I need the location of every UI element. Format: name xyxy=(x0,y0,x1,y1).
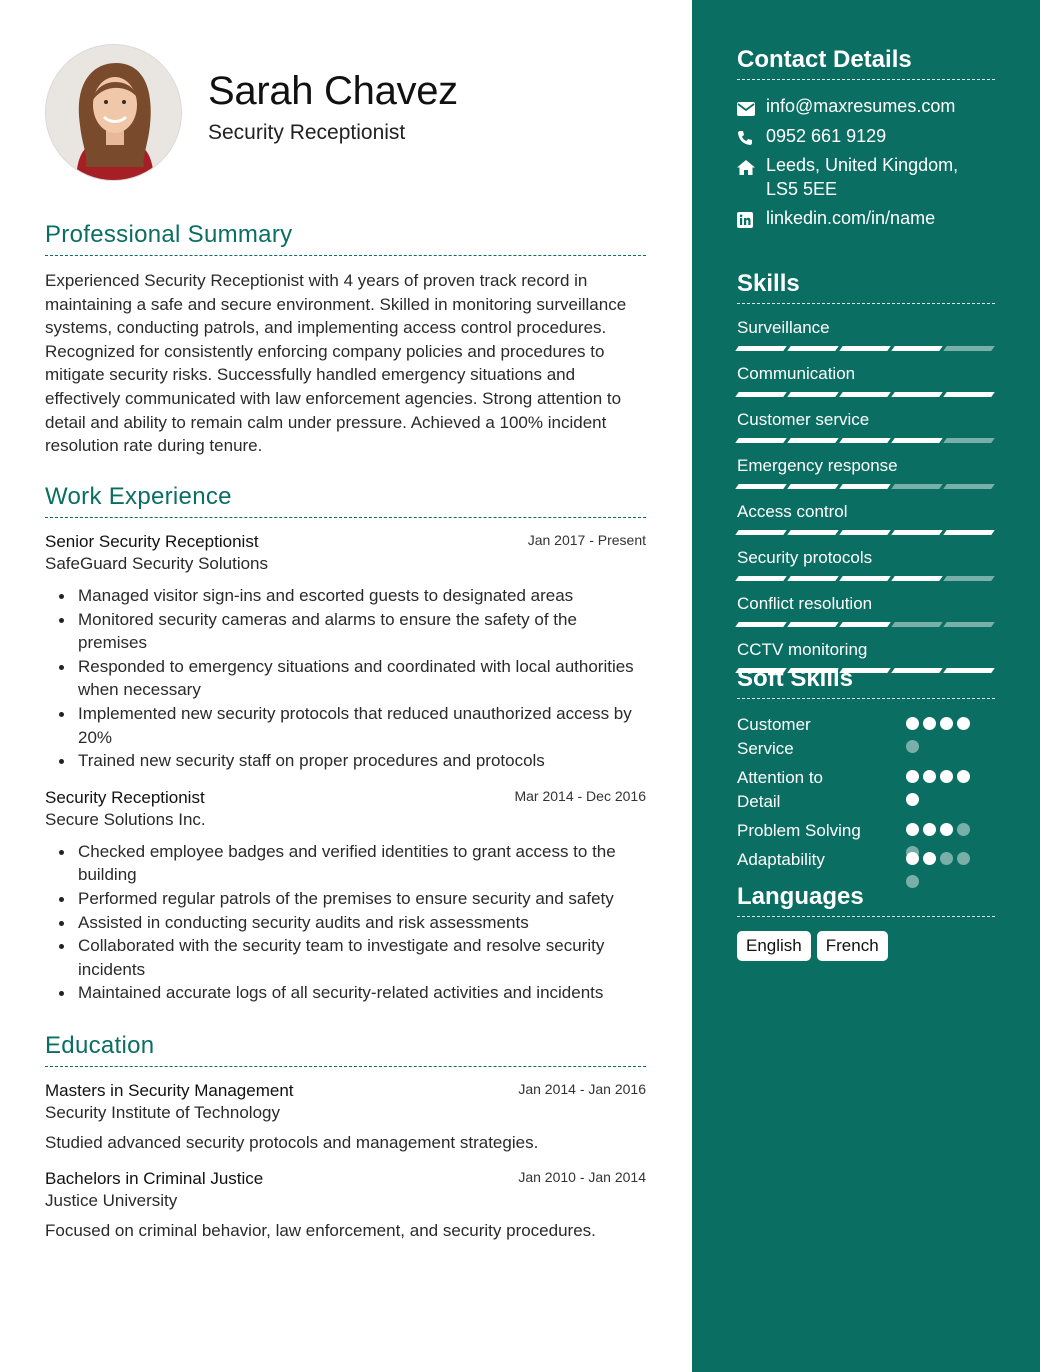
rating-dot xyxy=(906,823,919,836)
list-item: Maintained accurate logs of all security-related activities and incidents xyxy=(45,981,646,1005)
envelope-icon xyxy=(737,99,755,115)
education-entry xyxy=(45,1080,646,1154)
list-item: Monitored security cameras and alarms to ensure the safety of the premises xyxy=(45,608,646,655)
education-description: Focused on criminal behavior, law enforcement, and security procedures. xyxy=(45,1221,596,1240)
skill-rating xyxy=(737,346,995,352)
rating-segment xyxy=(735,392,787,397)
job-date: Mar 2014 - Dec 2016 xyxy=(514,787,646,804)
candidate-title: Security Receptionist xyxy=(208,121,406,144)
resume-header xyxy=(45,44,645,184)
rating-dot xyxy=(940,823,953,836)
rating-dot xyxy=(940,852,953,865)
rating-segment xyxy=(787,484,839,489)
rating-dot xyxy=(957,770,970,783)
soft-skills-heading: Soft Skills xyxy=(737,665,854,692)
rating-dot xyxy=(906,793,919,806)
rating-segment xyxy=(891,392,943,397)
linkedin-icon xyxy=(737,211,755,227)
list-item: Responded to emergency situations and coordinated with local authorities when necessary xyxy=(45,655,646,702)
job-bullets xyxy=(45,584,646,773)
skill-name: Customer service xyxy=(737,410,870,429)
rating-segment xyxy=(839,484,891,489)
skill-item xyxy=(737,501,995,536)
skill-item xyxy=(737,593,995,628)
skill-rating xyxy=(737,438,995,444)
list-item: Implemented new security protocols that reduced unauthorized access by 20% xyxy=(45,702,646,749)
rating-segment xyxy=(943,576,995,581)
list-item: Performed regular patrols of the premises to ensure security and safety xyxy=(45,887,646,911)
rating-segment xyxy=(735,622,787,627)
rating-segment xyxy=(891,622,943,627)
list-item: Trained new security staff on proper procedures and protocols xyxy=(45,749,646,773)
skill-item xyxy=(737,363,995,398)
rating-dot xyxy=(906,740,919,753)
rating-segment xyxy=(735,484,787,489)
rating-segment xyxy=(943,530,995,535)
phone-text: 0952 661 9129 xyxy=(766,125,887,146)
education-section xyxy=(45,1031,646,1242)
skill-name: Communication xyxy=(737,364,856,383)
skill-name: Conflict resolution xyxy=(737,594,873,613)
skill-rating xyxy=(737,622,995,628)
section-divider xyxy=(737,916,995,917)
rating-segment xyxy=(839,346,891,351)
soft-skill-name: Adaptability xyxy=(737,850,825,869)
rating-segment xyxy=(787,622,839,627)
school-name: Justice University xyxy=(45,1191,178,1210)
section-divider xyxy=(737,79,995,80)
phone-icon xyxy=(737,129,755,145)
skill-name: CCTV monitoring xyxy=(737,640,868,659)
summary-text: Experienced Security Receptionist with 4 years of proven track record in maintaining a safe and secure environment. Skilled in monitoring surveillance systems, conducting patrols, and implementing access control procedures. Recognized for consistently enforcing company policies and procedures to mitigate security risks. Successfully handled emergency situations and effectively communicated with law enforcement agencies. Strong attention to detail and ability to remain calm under pressure. Achieved a 100% incident resolution rate during tenure. xyxy=(45,271,627,456)
skill-rating xyxy=(737,392,995,398)
section-divider xyxy=(45,255,646,256)
summary-section xyxy=(45,220,646,458)
education-entry xyxy=(45,1168,646,1242)
job-entry xyxy=(45,531,646,773)
degree-title: Bachelors in Criminal Justice xyxy=(45,1169,264,1188)
section-divider xyxy=(45,517,646,518)
rating-segment xyxy=(787,392,839,397)
rating-dot xyxy=(923,770,936,783)
soft-skill-name: Attention to Detail xyxy=(737,768,824,811)
soft-skills-section xyxy=(737,664,995,878)
rating-segment xyxy=(943,392,995,397)
soft-skill-name: Customer Service xyxy=(737,715,811,758)
education-date: Jan 2010 - Jan 2014 xyxy=(518,1169,646,1185)
rating-dot xyxy=(940,770,953,783)
job-bullets xyxy=(45,840,646,1005)
job-company: Secure Solutions Inc. xyxy=(45,809,206,829)
skills-heading: Skills xyxy=(737,270,800,297)
rating-segment xyxy=(839,576,891,581)
soft-skill-item xyxy=(737,766,995,819)
section-divider xyxy=(737,698,995,699)
skill-rating xyxy=(737,576,995,582)
soft-skill-rating xyxy=(906,770,986,806)
home-icon xyxy=(737,158,755,174)
contact-linkedin[interactable] xyxy=(737,207,995,231)
sidebar xyxy=(692,0,1040,1372)
rating-segment xyxy=(891,346,943,351)
address-text: Leeds, United Kingdom, LS5 5EE xyxy=(766,155,959,199)
rating-segment xyxy=(735,576,787,581)
rating-dot xyxy=(957,852,970,865)
contact-heading: Contact Details xyxy=(737,46,912,73)
list-item: Checked employee badges and verified identities to grant access to the building xyxy=(45,840,646,887)
rating-segment xyxy=(735,438,787,443)
experience-heading: Work Experience xyxy=(45,483,232,510)
rating-segment xyxy=(943,346,995,351)
rating-dot xyxy=(957,823,970,836)
skill-rating xyxy=(737,484,995,490)
rating-segment xyxy=(735,530,787,535)
rating-segment xyxy=(787,438,839,443)
list-item: Assisted in conducting security audits and risk assessments xyxy=(45,911,646,935)
linkedin-text: linkedin.com/in/name xyxy=(766,208,936,228)
soft-skills-list xyxy=(737,713,995,878)
rating-segment xyxy=(839,622,891,627)
avatar xyxy=(45,44,182,181)
skill-item xyxy=(737,317,995,352)
contact-email[interactable] xyxy=(737,95,995,119)
rating-dot xyxy=(957,717,970,730)
school-name: Security Institute of Technology xyxy=(45,1103,280,1122)
skill-name: Emergency response xyxy=(737,456,898,475)
rating-segment xyxy=(891,484,943,489)
education-heading: Education xyxy=(45,1032,155,1059)
skill-name: Access control xyxy=(737,502,848,521)
languages-list xyxy=(737,931,995,961)
skill-rating xyxy=(737,530,995,536)
degree-title: Masters in Security Management xyxy=(45,1081,294,1100)
soft-skill-item xyxy=(737,819,995,848)
job-company: SafeGuard Security Solutions xyxy=(45,554,269,573)
languages-heading: Languages xyxy=(737,883,864,910)
skill-name: Surveillance xyxy=(737,318,830,337)
language-badge: French xyxy=(817,931,888,961)
rating-dot xyxy=(906,717,919,730)
contact-phone[interactable] xyxy=(737,125,995,149)
list-item: Managed visitor sign-ins and escorted guests to designated areas xyxy=(45,584,646,608)
language-badge: English xyxy=(737,931,811,961)
skills-list xyxy=(737,317,995,674)
rating-dot xyxy=(923,717,936,730)
rating-dot xyxy=(906,852,919,865)
profile-photo-icon xyxy=(46,45,182,181)
job-title: Security Receptionist xyxy=(45,787,205,807)
rating-dot xyxy=(940,717,953,730)
rating-segment xyxy=(891,576,943,581)
skill-item xyxy=(737,409,995,444)
soft-skill-item xyxy=(737,713,995,766)
rating-segment xyxy=(943,484,995,489)
rating-segment xyxy=(839,438,891,443)
job-date: Jan 2017 - Present xyxy=(527,532,646,548)
email-text: info@maxresumes.com xyxy=(766,96,956,116)
rating-segment xyxy=(839,530,891,535)
section-divider xyxy=(737,303,995,304)
job-entry xyxy=(45,787,646,1005)
rating-segment xyxy=(943,622,995,627)
candidate-name: Sarah Chavez xyxy=(208,69,458,113)
skill-item xyxy=(737,455,995,490)
rating-segment xyxy=(787,530,839,535)
list-item: Collaborated with the security team to investigate and resolve security incidents xyxy=(45,934,646,981)
job-title: Senior Security Receptionist xyxy=(45,532,259,551)
soft-skill-name: Problem Solving xyxy=(737,821,861,840)
soft-skill-item xyxy=(737,848,995,878)
rating-dot xyxy=(923,852,936,865)
rating-segment xyxy=(735,346,787,351)
section-divider xyxy=(45,1066,646,1067)
summary-heading: Professional Summary xyxy=(45,221,293,248)
skills-section xyxy=(737,269,995,685)
languages-section xyxy=(737,882,995,961)
contact-section xyxy=(737,45,995,231)
rating-segment xyxy=(943,438,995,443)
education-date: Jan 2014 - Jan 2016 xyxy=(518,1081,646,1097)
rating-dot xyxy=(906,770,919,783)
contact-address xyxy=(737,154,995,201)
rating-segment xyxy=(891,438,943,443)
rating-segment xyxy=(891,530,943,535)
soft-skill-rating xyxy=(906,717,986,753)
rating-segment xyxy=(839,392,891,397)
skill-name: Security protocols xyxy=(737,548,873,567)
education-description: Studied advanced security protocols and management strategies. xyxy=(45,1133,539,1152)
rating-segment xyxy=(787,576,839,581)
rating-segment xyxy=(787,346,839,351)
skill-item xyxy=(737,547,995,582)
experience-section xyxy=(45,482,646,1005)
rating-dot xyxy=(923,823,936,836)
